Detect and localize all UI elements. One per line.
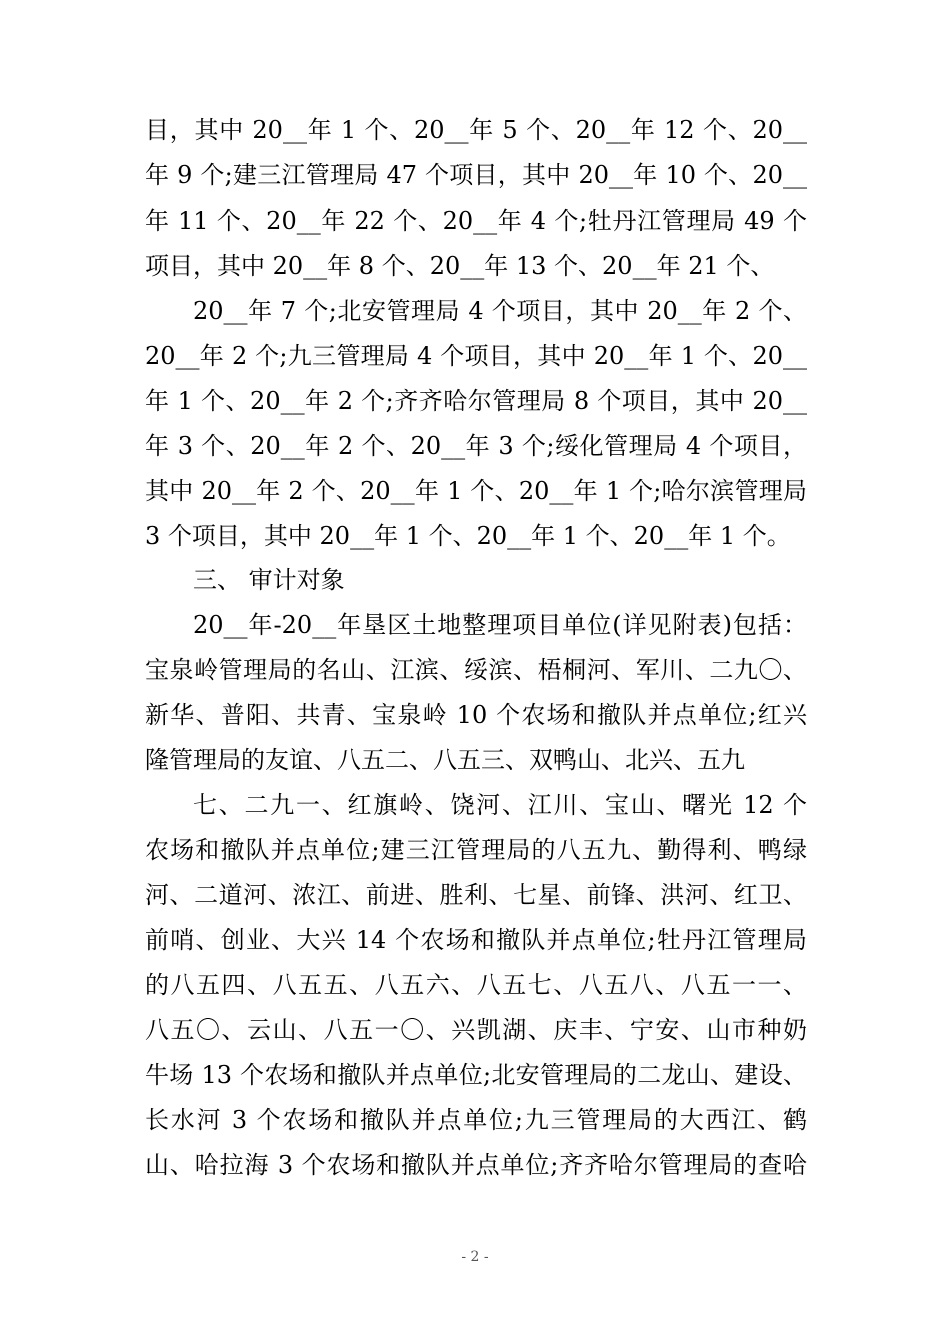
text-line: 的八五四、八五五、八五六、八五七、八五八、八五一一、	[145, 971, 807, 999]
text-line: 20__年 7 个;北安管理局 4 个项目，其中 20__年 2 个、	[193, 297, 807, 325]
text-line: 年 3 个、20__年 2 个、20__年 3 个;绥化管理局 4 个项目，	[145, 432, 807, 460]
text-line: 目，其中 20__年 1 个、20__年 5 个、20__年 12 个、20__	[145, 116, 807, 144]
text-line: 宝泉岭管理局的名山、江滨、绥滨、梧桐河、军川、二九〇、	[145, 656, 807, 684]
text-line: 河、二道河、浓江、前进、胜利、七星、前锋、洪河、红卫、	[145, 881, 807, 909]
text-line: 新华、普阳、共青、宝泉岭 10 个农场和撤队并点单位;红兴	[145, 701, 807, 729]
text-line: 20__年 2 个;九三管理局 4 个项目，其中 20__年 1 个、20__	[145, 342, 807, 370]
text-line: 3 个项目，其中 20__年 1 个、20__年 1 个、20__年 1 个。	[145, 522, 791, 550]
text-line: 隆管理局的友谊、八五二、八五三、双鸭山、北兴、五九	[145, 746, 745, 774]
text-line: 其中 20__年 2 个、20__年 1 个、20__年 1 个;哈尔滨管理局	[145, 477, 807, 505]
text-line: 前哨、创业、大兴 14 个农场和撤队并点单位;牡丹江管理局	[145, 926, 807, 954]
text-line: 年 9 个;建三江管理局 47 个项目，其中 20__年 10 个、20__	[145, 161, 807, 189]
text-line: 农场和撤队并点单位;建三江管理局的八五九、勤得利、鸭绿	[145, 836, 807, 864]
text-line: 年 11 个、20__年 22 个、20__年 4 个;牡丹江管理局 49 个	[145, 207, 807, 235]
text-line: 八五〇、云山、八五一〇、兴凯湖、庆丰、宁安、山市种奶	[145, 1016, 807, 1044]
text-line: 长水河 3 个农场和撤队并点单位;九三管理局的大西江、鹤	[145, 1106, 807, 1134]
page-number: - 2 -	[461, 1249, 489, 1265]
section-heading: 三、 审计对象	[193, 566, 345, 594]
text-line: 20__年-20__年垦区土地整理项目单位(详见附表)包括：	[193, 611, 807, 639]
text-line: 山、哈拉海 3 个农场和撤队并点单位;齐齐哈尔管理局的查哈	[145, 1151, 807, 1179]
text-line: 牛场 13 个农场和撤队并点单位;北安管理局的二龙山、建设、	[145, 1061, 807, 1089]
text-line: 年 1 个、20__年 2 个;齐齐哈尔管理局 8 个项目，其中 20__	[145, 387, 807, 415]
text-line: 项目，其中 20__年 8 个、20__年 13 个、20__年 21 个、	[145, 252, 775, 280]
text-line: 七、二九一、红旗岭、饶河、江川、宝山、曙光 12 个	[193, 791, 807, 819]
